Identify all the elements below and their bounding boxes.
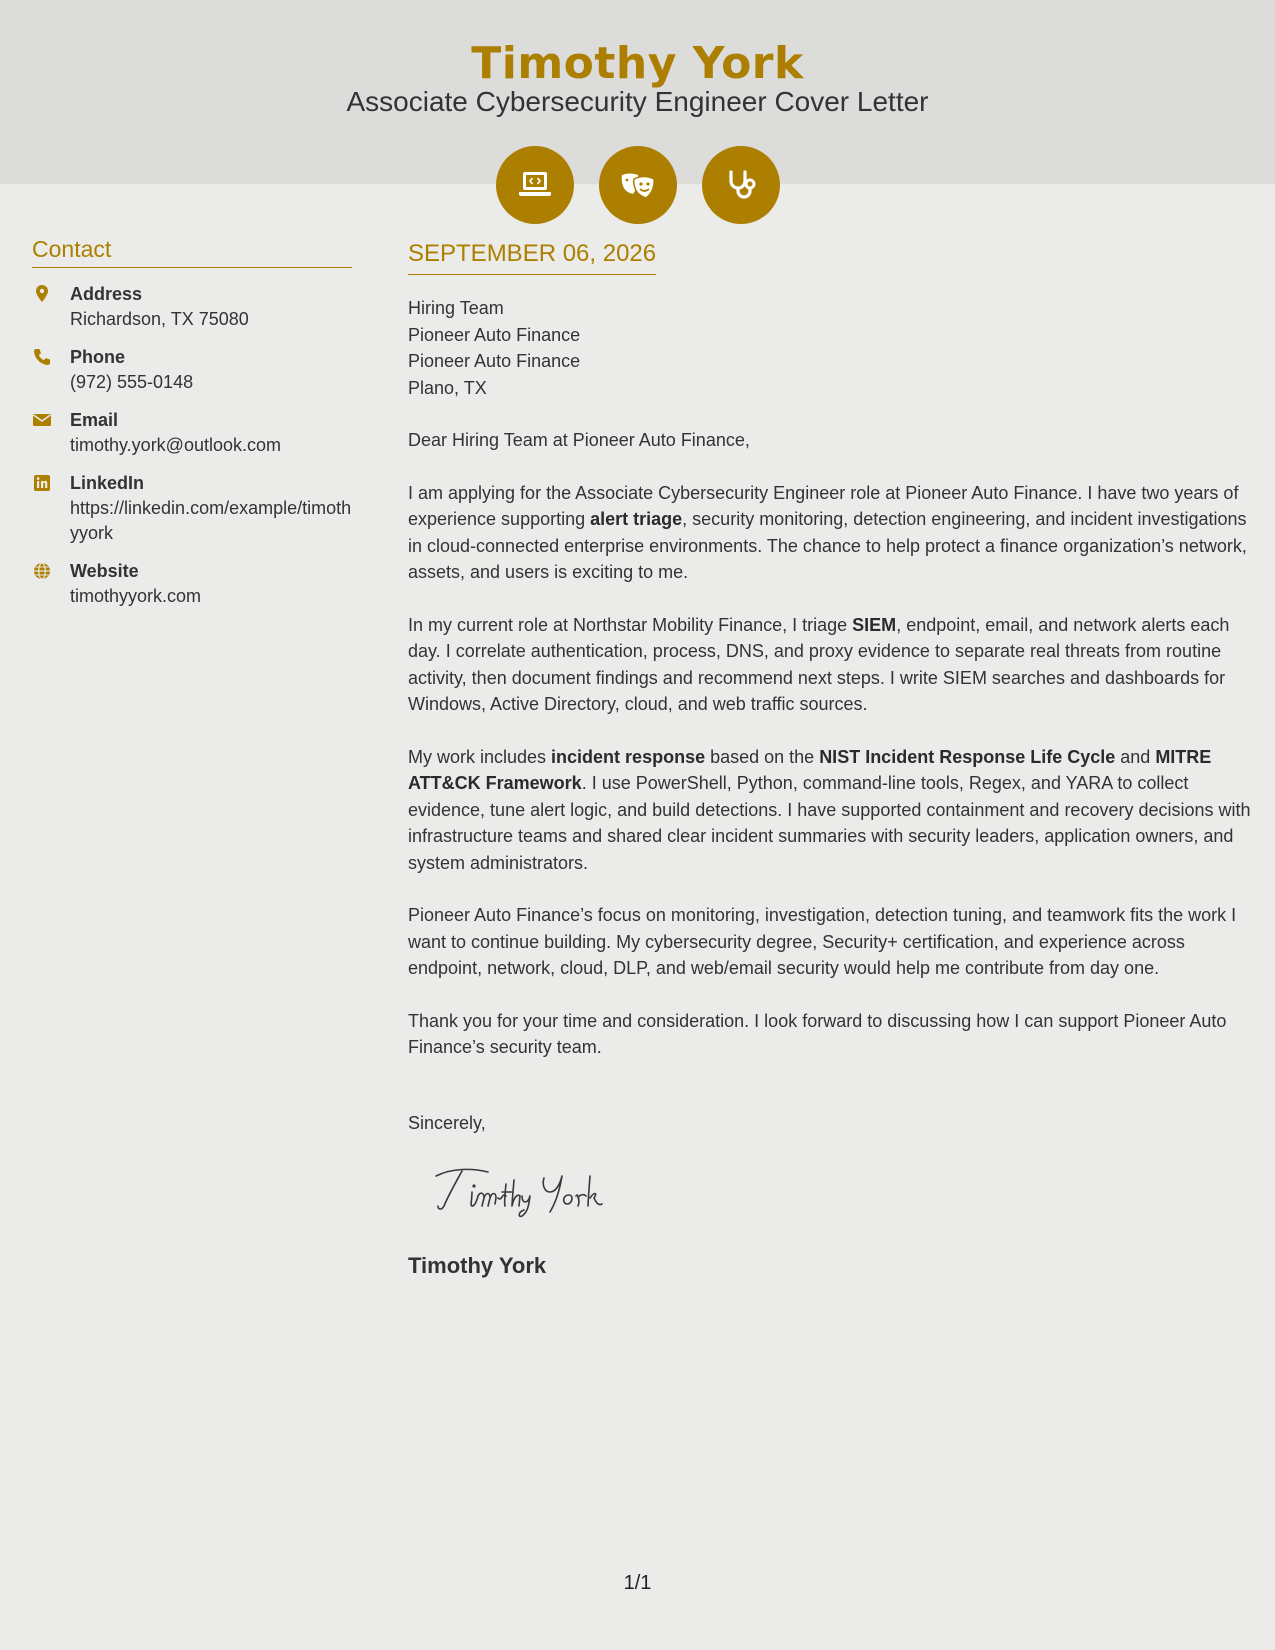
contact-phone (32, 345, 352, 395)
contact-sidebar (32, 236, 352, 622)
linkedin-icon (32, 471, 70, 546)
phone-icon (32, 345, 70, 395)
contact-heading: Contact (32, 236, 352, 268)
envelope-icon (32, 408, 70, 458)
paragraph-3: My work includes incident response based on the NIST Incident Response Life Cycle and MITRE ATT&CK Framework. I use PowerShell, Python, command-line tools, Regex, and YARA to collect evidence, tune alert logic, and build detections. I have supported containment and recovery decisions with infrastructure teams and shared clear incident summaries with security leaders, application owners, and system administrators. (408, 746, 1251, 873)
phone-label: Phone (70, 347, 126, 367)
contact-address (32, 282, 352, 332)
address-value: Richardson, TX 75080 (70, 309, 249, 329)
letter-body (408, 240, 1253, 1279)
website-value[interactable]: timothyyork.com (70, 586, 202, 606)
recipient-block (408, 295, 1253, 401)
paragraph-4: Pioneer Auto Finance’s focus on monitoring, investigation, detection tuning, and teamwork fits the work I want to continue building. My cybersecurity degree, Security+ certification, and experience across endpoint, network, cloud, DLP, and web/email security would help me contribute from day one. (408, 905, 1237, 978)
contact-linkedin (32, 471, 352, 546)
recipient-line: Pioneer Auto Finance (408, 351, 581, 371)
header-icons (0, 146, 1275, 224)
recipient-line: Plano, TX (408, 377, 487, 398)
globe-icon (32, 559, 70, 609)
laptop-code-icon (496, 146, 574, 224)
salutation: Dear Hiring Team at Pioneer Auto Finance, (408, 430, 750, 450)
recipient-line: Pioneer Auto Finance (408, 324, 581, 345)
email-value[interactable]: timothy.york@outlook.com (70, 435, 282, 455)
paragraph-2: In my current role at Northstar Mobility Finance, I triage SIEM, endpoint, email, and network alerts each day. I correlate authentication, process, DNS, and proxy evidence to separate real threats from routine activity, then document findings and recommend next steps. I write SIEM searches and dashboards for Windows, Active Directory, cloud, and web traffic sources. (408, 614, 1230, 714)
paragraph-5: Thank you for your time and consideration. I look forward to discussing how I can support Pioneer Auto Finance’s security team. (408, 1010, 1227, 1057)
page-number: 1/1 (623, 1572, 652, 1594)
map-pin-icon (32, 282, 70, 332)
document-subtitle: Associate Cybersecurity Engineer Cover Letter (346, 86, 929, 117)
letter-date: SEPTEMBER 06, 2026 (408, 240, 656, 275)
signer-name: Timothy York (408, 1252, 547, 1278)
closing: Sincerely, (408, 1112, 486, 1133)
linkedin-label: LinkedIn (70, 473, 145, 493)
stethoscope-icon (702, 146, 780, 224)
handwritten-signature (432, 1162, 1253, 1223)
email-label: Email (70, 410, 119, 430)
phone-value: (972) 555-0148 (70, 372, 194, 392)
paragraph-1: I am applying for the Associate Cybersecurity Engineer role at Pioneer Auto Finance. I have two years of experience supporting alert triage, security monitoring, detection engineering, and incident investigations in cloud-connected enterprise environments. The chance to help protect a finance organization’s network, assets, and users is exciting to me. (408, 482, 1247, 582)
contact-website (32, 559, 352, 609)
address-label: Address (70, 284, 143, 304)
recipient-line: Hiring Team (408, 298, 504, 318)
candidate-name: Timothy York (471, 38, 804, 89)
linkedin-value[interactable]: https://linkedin.com/example/timothyyork (70, 498, 352, 543)
theater-masks-icon (599, 146, 677, 224)
contact-email (32, 408, 352, 458)
website-label: Website (70, 561, 139, 581)
